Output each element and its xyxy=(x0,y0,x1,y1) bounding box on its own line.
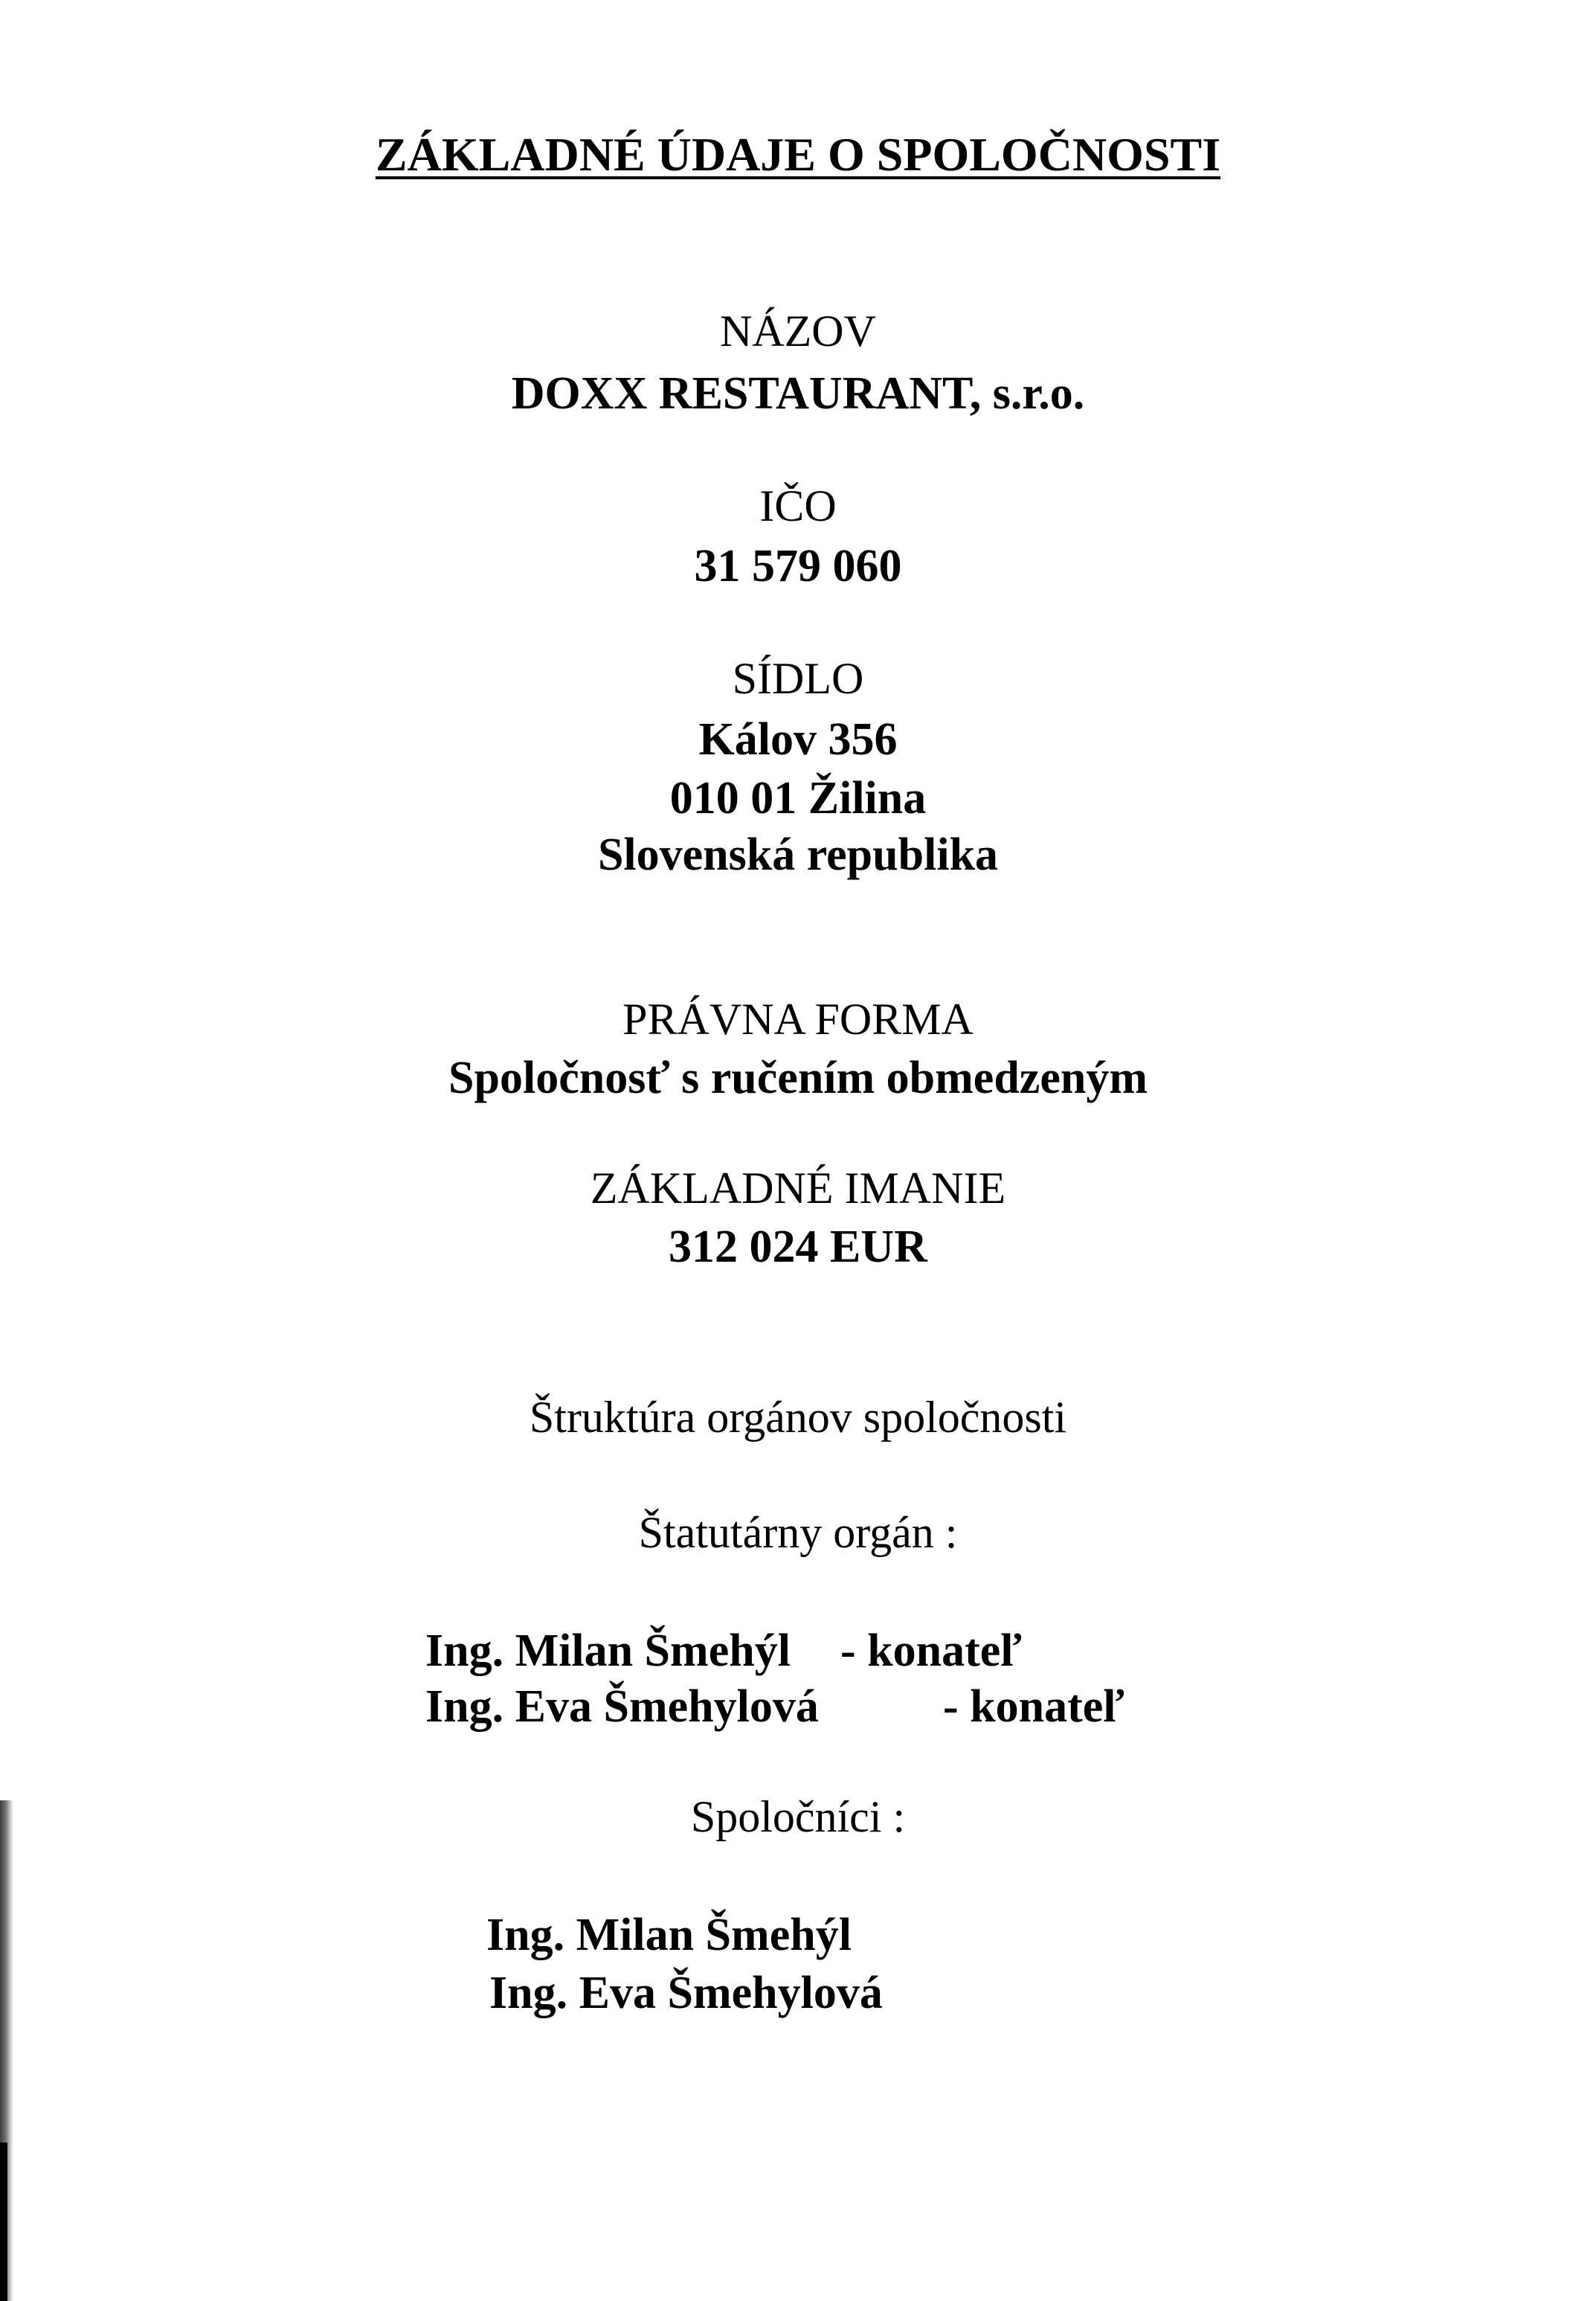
seat-city: 010 01 Žilina xyxy=(669,773,927,824)
statutory-member-2-role: - konateľ xyxy=(943,1681,1125,1732)
name-label: NÁZOV xyxy=(720,307,876,356)
partner-2-name: Ing. Eva Šmehylová xyxy=(489,1968,883,2018)
seat-country: Slovenská republika xyxy=(597,829,999,880)
capital-value: 312 024 EUR xyxy=(669,1222,927,1272)
statutory-member-1-name: Ing. Milan Šmehýl xyxy=(425,1626,791,1676)
capital-label: ZÁKLADNÉ IMANIE xyxy=(590,1164,1006,1213)
name-value: DOXX RESTAURANT, s.r.o. xyxy=(511,368,1085,419)
structure-heading: Štruktúra orgánov spoločnosti xyxy=(529,1393,1067,1442)
statutory-member-2-name: Ing. Eva Šmehylová xyxy=(425,1681,819,1732)
scan-edge-dark xyxy=(0,2143,7,2301)
seat-street: Kálov 356 xyxy=(698,714,898,765)
seat-label: SÍDLO xyxy=(732,654,864,703)
partners-label: Spoločníci : xyxy=(690,1792,906,1841)
partner-1-name: Ing. Milan Šmehýl xyxy=(486,1910,852,1960)
statutory-label: Štatutárny orgán : xyxy=(638,1508,958,1557)
ico-label: IČO xyxy=(759,481,837,530)
document-title: ZÁKLADNÉ ÚDAJE O SPOLOČNOSTI xyxy=(375,128,1221,181)
ico-value: 31 579 060 xyxy=(694,541,902,591)
statutory-member-1-role: - konateľ xyxy=(840,1626,1023,1676)
legal-form-value: Spoločnosť s ručením obmedzeným xyxy=(448,1053,1148,1103)
legal-form-label: PRÁVNA FORMA xyxy=(622,995,974,1044)
